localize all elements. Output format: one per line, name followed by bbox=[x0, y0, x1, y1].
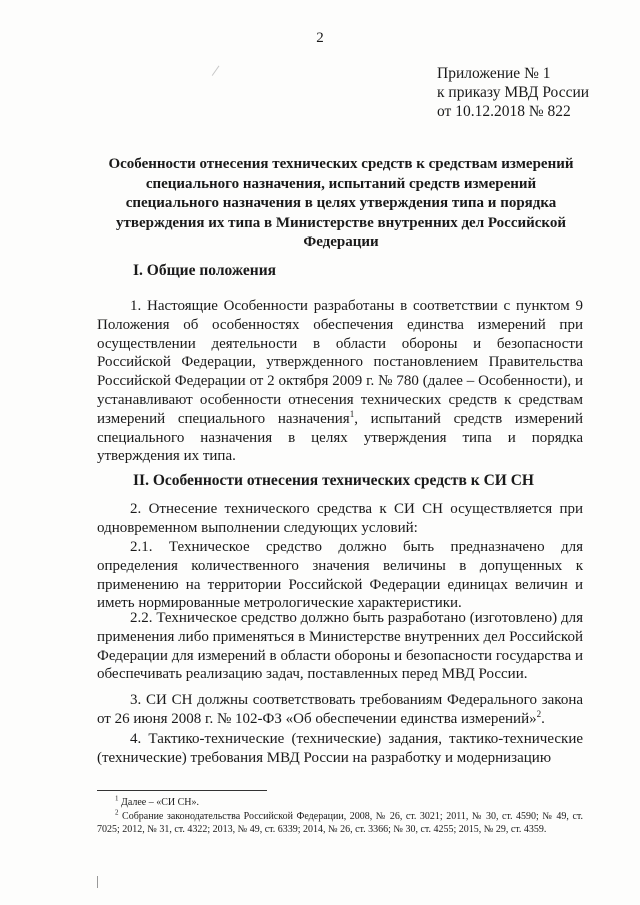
appendix-line-3: от 10.12.2018 № 822 bbox=[437, 103, 571, 120]
appendix-line-2: к приказу МВД России bbox=[437, 84, 590, 101]
paragraph-4: 4. Тактико-технические (технические) задания, тактико-технические (технические) требования МВД России на разработку и модернизацию bbox=[97, 731, 583, 766]
paragraph-1-text: 1. Настоящие Особенности разработаны в соответствии с пунктом 9 Положения об особенностях обеспечения единства измерений при осуществлении деятельности в области обороны и безопасности Российской Федерации, утвержденного постановлением Правительства Российской Федерации от 2 октября 2009 г. № 780 (далее – Особенности), и устанавливают особенности отнесения технических средств к средствам измерений специального назначения bbox=[97, 298, 583, 427]
footnote-1-mark: 1 bbox=[115, 794, 119, 803]
footnote-ref-1[interactable]: 1 bbox=[349, 408, 355, 419]
footnote-2-text: Собрание законодательства Российской Федерации, 2008, № 26, ст. 3021; 2011, № 30, ст. 4590; № 49, ст. 7025; 2012, № 31, ст. 4322; 2013, № 49, ст. 6339; 2014, № 26, ст. 3366; № 30, ст. 4255; 2015, № 29, ст. 4359. bbox=[97, 811, 583, 835]
footnote-ref-2[interactable]: 2 bbox=[536, 708, 542, 719]
footnote-2-mark: 2 bbox=[115, 808, 119, 817]
paragraph-1 bbox=[97, 297, 583, 466]
margin-mark bbox=[97, 876, 98, 888]
paragraph-1-text-end: , испытаний средств измерений специального назначения в целях утверждения типа и порядка утверждения их типа. bbox=[97, 410, 583, 465]
section-heading-general: I. Общие положения bbox=[133, 262, 277, 279]
paragraph-3 bbox=[97, 691, 583, 729]
scan-mark bbox=[212, 66, 221, 77]
footnote-2 bbox=[97, 810, 583, 836]
page-number: 2 bbox=[316, 30, 324, 46]
paragraph-2-1: 2.1. Техническое средство должно быть предназначено для определения количественного значения величины в допущенных к применению на территории Российской Федерации единицах величин и иметь нормированные метрологические характеристики. bbox=[97, 539, 583, 612]
section-heading-classification: II. Особенности отнесения технических средств к СИ СН bbox=[133, 472, 534, 489]
document-title: Особенности отнесения технических средств к средствам измерений специального назначения, испытаний средств измерений специального назначения в целях утверждения типа и порядка утверждения их типа в Министерстве внутренних дел Российской Федерации bbox=[108, 156, 574, 250]
footnotes bbox=[97, 796, 583, 837]
footnote-1 bbox=[97, 796, 583, 809]
footnote-1-text: Далее – «СИ СН». bbox=[118, 797, 199, 808]
appendix-line-1: Приложение № 1 bbox=[437, 65, 551, 82]
paragraph-3-text-end: . bbox=[541, 710, 545, 727]
paragraph-2: 2. Отнесение технического средства к СИ СН осуществляется при одновременном выполнении следующих условий: bbox=[97, 501, 583, 536]
paragraph-3-text: 3. СИ СН должны соответствовать требованиям Федерального закона от 26 июня 2008 г. № 102-ФЗ «Об обеспечении единства измерений» bbox=[97, 692, 583, 727]
paragraph-2-2: 2.2. Техническое средство должно быть разработано (изготовлено) для применения либо применяться в Министерстве внутренних дел Российской Федерации для измерений в области обороны и безопасности государства и обеспечивать реализацию задач, поставленных перед МВД России. bbox=[97, 610, 583, 683]
footnote-divider bbox=[97, 790, 267, 791]
appendix-block bbox=[437, 64, 589, 121]
